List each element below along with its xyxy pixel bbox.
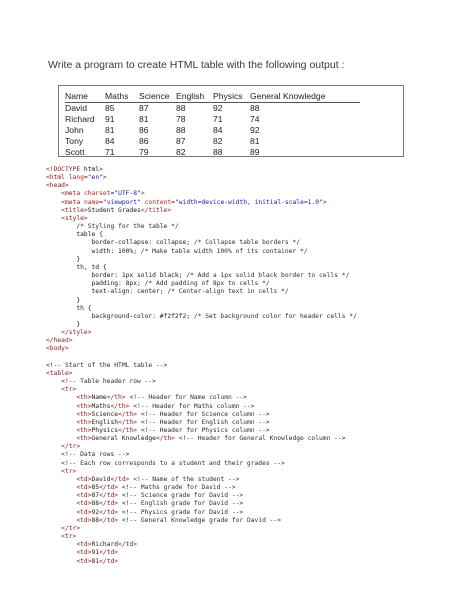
code-line: <th>Physics</th> <!-- Header for Physics column --> bbox=[76, 427, 270, 434]
code-line: </style> bbox=[61, 329, 92, 337]
code-line: <html lang="en"> bbox=[46, 174, 107, 182]
code-line: } bbox=[46, 296, 81, 304]
output-table-cell: 81 bbox=[139, 114, 149, 124]
code-line: <tr> bbox=[61, 533, 77, 541]
code-line: <table> bbox=[46, 369, 73, 377]
code-line: <tr> bbox=[61, 467, 77, 475]
code-line: <head> bbox=[46, 182, 69, 190]
code-line: <th>English</th> <!-- Header for English column --> bbox=[76, 418, 270, 426]
output-table-header-row bbox=[65, 91, 360, 103]
output-table-cell: 71 bbox=[105, 147, 115, 157]
output-table-header: Maths bbox=[105, 91, 139, 103]
output-table-header: Science bbox=[139, 91, 176, 103]
output-table-cell: 74 bbox=[250, 114, 260, 124]
code-line: /* Styling for the table */ bbox=[76, 223, 179, 231]
output-table-cell: 82 bbox=[176, 147, 186, 157]
output-table-cell: 88 bbox=[213, 147, 223, 157]
code-line: } bbox=[46, 320, 81, 328]
code-line: <th>Science</th> <!-- Header for Science column --> bbox=[76, 410, 270, 418]
output-table-cell: 89 bbox=[250, 147, 260, 157]
output-table-cell: 81 bbox=[105, 125, 115, 135]
output-table-header: General Knowledge bbox=[250, 91, 360, 103]
output-table-header: Name bbox=[65, 91, 105, 103]
code-line: <td>Richard</td> bbox=[76, 541, 138, 549]
code-line: <!-- Start of the HTML table --> bbox=[46, 361, 168, 369]
output-table-cell: Tony bbox=[65, 136, 84, 146]
output-table-cell: 84 bbox=[213, 125, 223, 135]
output-table-cell: Richard bbox=[65, 114, 95, 124]
code-line: padding: 8px; /* Add padding of 8px to cells */ bbox=[46, 280, 270, 288]
output-table-cell: 79 bbox=[139, 147, 149, 157]
code-line: th { bbox=[46, 304, 92, 312]
code-line: <td>88</td> <!-- General Knowledge grade for David --> bbox=[76, 516, 282, 524]
code-line: <tr> bbox=[61, 386, 77, 394]
code-line: <title>Student Grades</title> bbox=[61, 206, 172, 214]
output-table-cell: John bbox=[65, 125, 84, 135]
output-table-cell: 87 bbox=[139, 103, 149, 113]
code-line: <td>87</td> <!-- Science grade for David --> bbox=[76, 492, 244, 500]
code-line: <meta name="viewport" content="width=device-width, initial-scale=1.0"> bbox=[61, 198, 327, 206]
code-line: th, td { bbox=[46, 263, 107, 271]
output-table-row bbox=[65, 114, 360, 125]
code-line: <td>91</td> bbox=[76, 549, 119, 557]
output-table-row bbox=[65, 147, 360, 158]
code-line: border-collapse: collapse; /* Collapse table borders */ bbox=[46, 239, 301, 247]
code-line: <td>85</td> <!-- Maths grade for David --> bbox=[76, 484, 236, 492]
output-table-header: Physics bbox=[213, 91, 250, 103]
code-line: border: 1px solid black; /* Add a 1px solid black border to cells */ bbox=[46, 272, 350, 280]
output-table-cell: 84 bbox=[105, 136, 115, 146]
output-table-cell: 71 bbox=[213, 114, 223, 124]
code-line: <style> bbox=[61, 214, 88, 222]
output-table-cell: 78 bbox=[176, 114, 186, 124]
code-line: <td>81</td> bbox=[76, 557, 119, 565]
code-line: <td>92</td> <!-- Physics grade for David --> bbox=[76, 508, 244, 516]
output-table-cell: 92 bbox=[250, 125, 260, 135]
code-line: <th>Name</th> <!-- Header for Name column --> bbox=[76, 394, 247, 402]
code-line: text-align: center; /* Center-align text in cells */ bbox=[46, 288, 289, 296]
code-line: } bbox=[46, 255, 81, 263]
code-line: table { bbox=[46, 231, 103, 239]
output-table-cell: 88 bbox=[176, 103, 186, 113]
code-line: <!-- Each row corresponds to a student and their grades --> bbox=[61, 459, 285, 467]
code-line: <th>General Knowledge</th> <!-- Header for General Knowledge column --> bbox=[76, 435, 346, 443]
code-line: <!DOCTYPE html> bbox=[46, 166, 103, 173]
code-line: background-color: #f2f2f2; /* Set background color for header cells */ bbox=[46, 312, 357, 320]
output-table-cell: Scott bbox=[65, 147, 85, 157]
question-text: Write a program to create HTML table with the following output : bbox=[48, 59, 345, 71]
output-table-cell: 87 bbox=[176, 136, 186, 146]
output-table-header: English bbox=[176, 91, 213, 103]
code-line: </tr> bbox=[61, 524, 81, 532]
code-line: </head> bbox=[46, 337, 73, 345]
code-line: <!-- Data rows --> bbox=[61, 451, 130, 459]
code-line: width: 100%; /* Make table width 100% of its container */ bbox=[46, 247, 308, 255]
code-listing bbox=[46, 166, 357, 566]
output-table-cell: 91 bbox=[105, 114, 115, 124]
output-table-cell: David bbox=[65, 103, 87, 113]
output-table-cell: 86 bbox=[139, 136, 149, 146]
code-line: <body> bbox=[46, 345, 69, 353]
output-table-cell: 88 bbox=[250, 103, 260, 113]
output-table-row bbox=[65, 125, 360, 136]
code-line: <td>David</td> <!-- Name of the student --> bbox=[76, 475, 240, 483]
output-table-figure bbox=[58, 85, 404, 157]
output-table-cell: 86 bbox=[139, 125, 149, 135]
output-table-row bbox=[65, 136, 360, 147]
code-line: <th>Maths</th> <!-- Header for Maths column --> bbox=[76, 402, 255, 410]
code-line: </tr> bbox=[61, 443, 81, 451]
code-line: <td>88</td> <!-- English grade for David --> bbox=[76, 500, 244, 508]
output-table-row bbox=[65, 103, 360, 115]
output-table-cell: 82 bbox=[213, 136, 223, 146]
output-table-cell: 81 bbox=[250, 136, 260, 146]
output-table-cell: 92 bbox=[213, 103, 223, 113]
output-table bbox=[65, 91, 360, 158]
output-table-cell: 88 bbox=[176, 125, 186, 135]
output-table-cell: 85 bbox=[105, 103, 115, 113]
code-line: <meta charset="UTF-8"> bbox=[61, 190, 145, 198]
code-line: <!-- Table header row --> bbox=[61, 378, 156, 386]
